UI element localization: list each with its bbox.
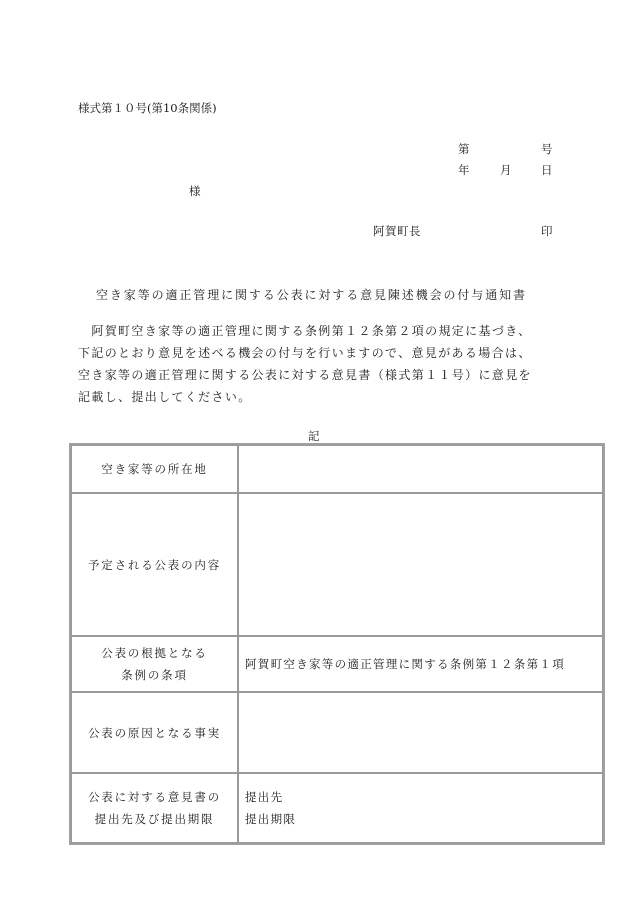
issuer-name: 阿賀町長 <box>373 224 421 238</box>
date-day-label: 日 <box>541 163 553 177</box>
body-line: 下記のとおり意見を述べる機会の付与を行いますので、意見がある場合は、 <box>78 346 532 360</box>
ki-heading: 記 <box>308 429 320 443</box>
body-line: 空き家等の適正管理に関する公表に対する意見書（様式第１１号）に意見を <box>78 368 532 382</box>
submission-label <box>71 773 238 843</box>
form-number: 様式第１０号(第10条関係) <box>78 101 217 115</box>
legal-basis-label-line: 条例の条項 <box>121 668 188 682</box>
document-number-suffix: 号 <box>541 142 553 156</box>
table-row <box>71 692 603 773</box>
details-table <box>69 443 605 845</box>
body-line: 阿賀町空き家等の適正管理に関する条例第１２条第２項の規定に基づき、 <box>78 324 532 338</box>
legal-basis-value: 阿賀町空き家等の適正管理に関する条例第１２条第１項 <box>238 636 603 692</box>
publication-content-label: 予定される公表の内容 <box>71 493 238 636</box>
seal-mark: 印 <box>541 224 553 238</box>
table-row <box>71 636 603 692</box>
table-row <box>71 493 603 636</box>
date-year-label: 年 <box>458 163 470 177</box>
body-paragraph <box>78 320 568 408</box>
table-row <box>71 445 603 493</box>
submission-deadline: 提出期限 <box>245 812 297 826</box>
table-row <box>71 773 603 843</box>
submission-value <box>238 773 603 843</box>
submission-label-line: 提出先及び提出期限 <box>94 812 215 826</box>
submission-label-line: 公表に対する意見書の <box>88 790 221 804</box>
location-value <box>238 445 603 493</box>
addressee-honorific: 様 <box>189 184 201 198</box>
publication-content-value <box>238 493 603 636</box>
submission-destination: 提出先 <box>245 790 284 804</box>
cause-facts-label: 公表の原因となる事実 <box>71 692 238 773</box>
date-month-label: 月 <box>500 163 512 177</box>
document-number-label: 第 <box>458 142 470 156</box>
legal-basis-label-line: 公表の根拠となる <box>101 646 208 660</box>
body-line: 記載し、提出してください。 <box>78 390 252 404</box>
location-label: 空き家等の所在地 <box>71 445 238 493</box>
legal-basis-label <box>71 636 238 692</box>
document-title: 空き家等の適正管理に関する公表に対する意見陳述機会の付与通知書 <box>96 288 527 302</box>
cause-facts-value <box>238 692 603 773</box>
